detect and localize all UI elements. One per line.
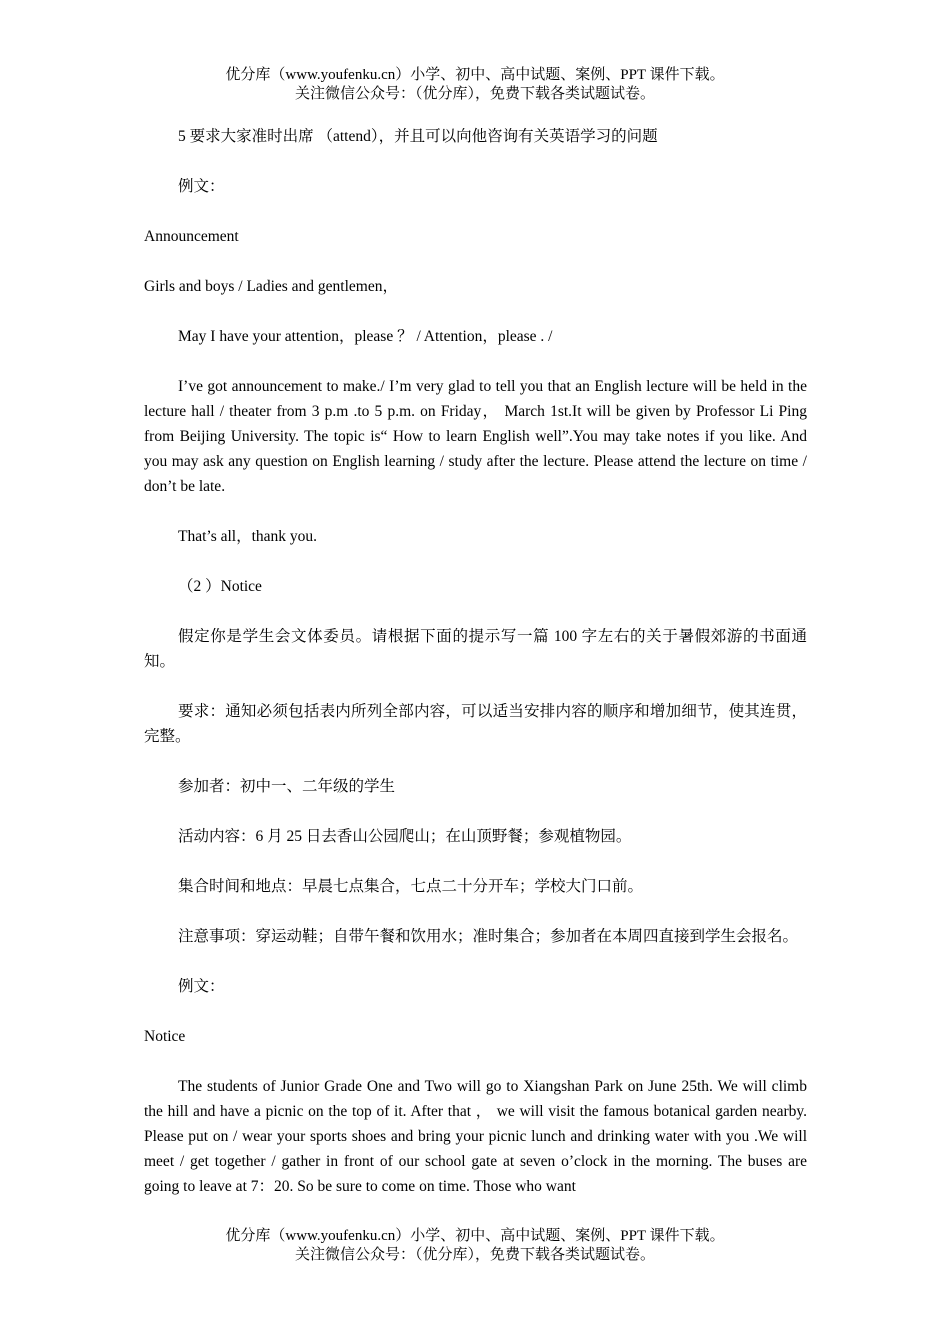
announcement-closing: That’s all，thank you. [178,528,318,545]
notice-notes: 注意事项：穿运动鞋；自带午餐和饮用水；准时集合；参加者在本周四直接到学生会报名。 [178,928,799,945]
requirement-5: 5 要求大家准时出席 （attend），并且可以向他咨询有关英语学习的问题 [178,128,658,145]
page-footer [0,1227,950,1265]
sample-label: 例文： [178,178,225,195]
notice-requirements: 要求：通知必须包括表内所列全部内容，可以适当安排内容的顺序和增加细节，使其连贯，完整。 [144,703,807,745]
announcement-body: I’ve got announcement to make./ I’m very glad to tell you that an English lecture will be held in the lecture hall / theater from 3 p.m .to 5 p.m. on Friday， March 1st.It will be given by Professor Li Ping from Beijing University. The topic is“ How to learn English well”.You may take notes if you like. And you may ask any question on English learning / study after the lecture. Please attend the lecture on time / don’t be late. [144,378,807,495]
announcement-title: Announcement [144,228,239,245]
sample-label-2: 例文： [178,978,225,995]
document-body [144,124,807,1219]
header-line-1: 优分库（www.youfenku.cn）小学、初中、高中试题、案例、PPT 课件下载。 [225,67,725,83]
footer-line-2: 关注微信公众号：（优分库），免费下载各类试题试卷。 [294,1247,655,1263]
notice-activities: 活动内容：6 月 25 日去香山公园爬山；在山顶野餐；参观植物园。 [178,828,632,845]
notice-time-place: 集合时间和地点：早晨七点集合，七点二十分开车；学校大门口前。 [178,878,644,895]
notice-body: The students of Junior Grade One and Two will go to Xiangshan Park on June 25th. We will climb the hill and have a picnic on the top of it. After that ， we will visit the famous botanical garden nearby. Please put on / wear your sports shoes and bring your picnic lunch and drinking water with you .We will meet / get together / gather in front of our school gate at seven o’clock in the morning. The buses are going to leave at 7：20. So be sure to come on time. Those who want [144,1078,807,1195]
announcement-greeting: Girls and boys / Ladies and gentlemen， [144,278,398,295]
notice-section-heading: （2 ）Notice [178,578,262,595]
page-header [0,66,950,104]
footer-line-1: 优分库（www.youfenku.cn）小学、初中、高中试题、案例、PPT 课件下载。 [225,1228,725,1244]
notice-task: 假定你是学生会文体委员。请根据下面的提示写一篇 100 字左右的关于暑假郊游的书面通知。 [144,628,807,670]
notice-title: Notice [144,1028,186,1045]
notice-participants: 参加者：初中一、二年级的学生 [178,778,396,795]
header-line-2: 关注微信公众号：（优分库），免费下载各类试题试卷。 [294,86,655,102]
announcement-attention: May I have your attention，please ？ / Attention，please . / [178,328,553,345]
